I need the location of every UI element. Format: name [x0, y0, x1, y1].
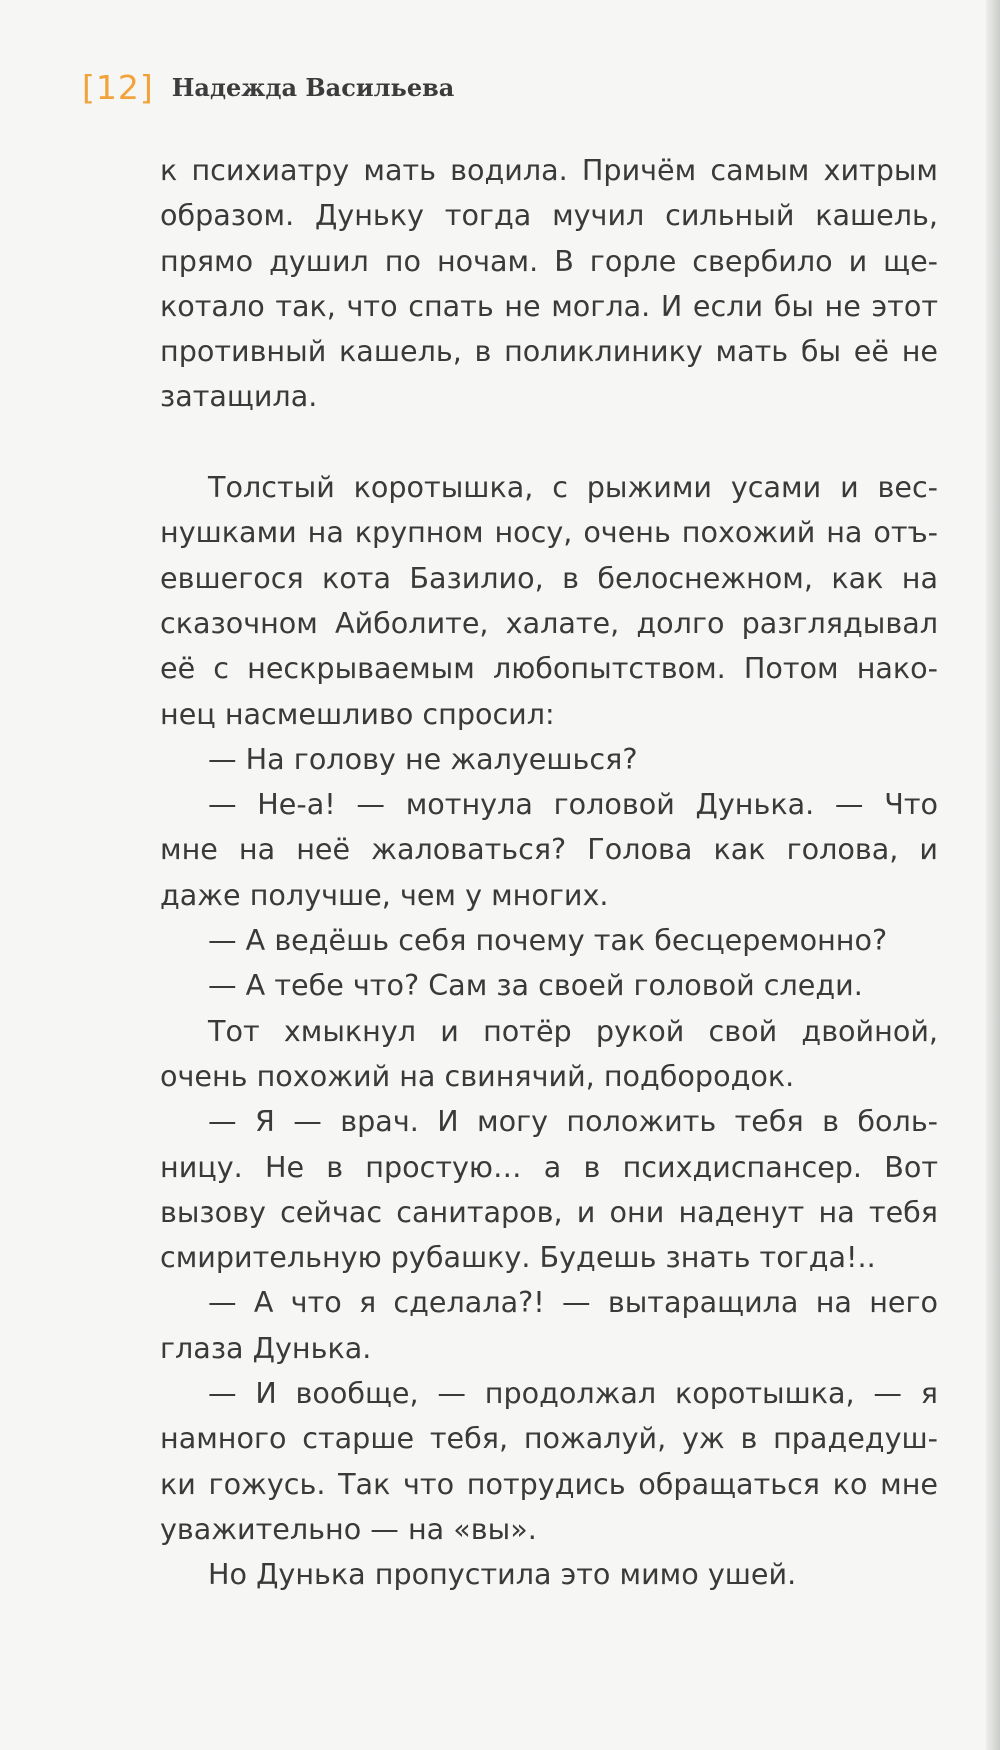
text-line: — А тебе что? Сам за своей головой следи. [208, 968, 863, 1003]
text-line: смирительную рубашку. Будешь знать тогда!.. [160, 1240, 876, 1275]
paragraph [160, 782, 938, 918]
paragraph [160, 1009, 938, 1100]
paragraph [160, 465, 938, 737]
text-line: — А что я сделала?! — вытаращила на него [208, 1285, 938, 1320]
page-edge [986, 0, 1000, 1750]
author-name: Надежда Васильева [171, 72, 455, 102]
text-line: — И вообще, — продолжал коротышка, — я [208, 1376, 938, 1411]
paragraph [160, 963, 938, 1008]
page-number: [12] [82, 67, 154, 107]
paragraph [160, 1099, 938, 1280]
text-line: вызову сейчас санитаров, и они наденут на тебя [160, 1194, 938, 1229]
text-line: глаза Дунька. [160, 1330, 372, 1365]
text-line: её с нескрываемым любопытством. Потом нако- [160, 651, 938, 686]
text-line: образом. Дуньку тогда мучил сильный кашель, [160, 198, 938, 233]
text-line: мне на неё жаловаться? Голова как голова, и [160, 832, 938, 867]
text-line: к психиатру мать водила. Причём самым хитрым [160, 153, 938, 187]
running-header [82, 62, 454, 112]
text-line: нушками на крупном носу, очень похожий на отъ- [160, 515, 938, 550]
text-line: намного старше тебя, пожалуй, уж в прадедуш- [160, 1421, 938, 1456]
text-line: — Не-а! — мотнула головой Дунька. — Что [208, 787, 938, 822]
text-line: уважительно — на «вы». [160, 1511, 537, 1546]
text-line: ницу. Не в простую… а в психдиспансер. Вот [160, 1149, 938, 1184]
text-line: — На голову не жалуешься? [208, 741, 638, 776]
text-line: котало так, что спать не могла. И если бы не этот [160, 288, 938, 323]
text-line: ки гожусь. Так что потрудись обращаться ко мне [160, 1466, 938, 1501]
paragraph [160, 148, 938, 420]
text-line: — А ведёшь себя почему так бесцеремонно? [208, 923, 888, 958]
text-line: прямо душил по ночам. В горле свербило и ще- [160, 243, 938, 278]
text-line: даже получше, чем у многих. [160, 877, 609, 912]
text-line: очень похожий на свинячий, подбородок. [160, 1058, 795, 1093]
paragraph [160, 1552, 938, 1597]
text-line: Толстый коротышка, с рыжими усами и вес- [208, 470, 938, 505]
paragraph [160, 737, 938, 782]
text-line: — Я — врач. И могу положить тебя в боль- [208, 1104, 938, 1139]
paragraph-gap [160, 420, 938, 465]
text-line: евшегося кота Базилио, в белоснежном, как на [160, 560, 938, 595]
paragraph [160, 1371, 938, 1552]
text-line: противный кашель, в поликлинику мать бы её не [160, 334, 938, 369]
text-line: Но Дунька пропустила это мимо ушей. [208, 1557, 797, 1592]
body-text [160, 148, 938, 1598]
text-line: затащила. [160, 379, 318, 414]
text-line: нец насмешливо спросил: [160, 696, 555, 731]
paragraph [160, 1280, 938, 1371]
text-line: Тот хмыкнул и потёр рукой свой двойной, [208, 1013, 938, 1048]
text-line: сказочном Айболите, халате, долго разглядывал [160, 605, 938, 640]
paragraph [160, 918, 938, 963]
